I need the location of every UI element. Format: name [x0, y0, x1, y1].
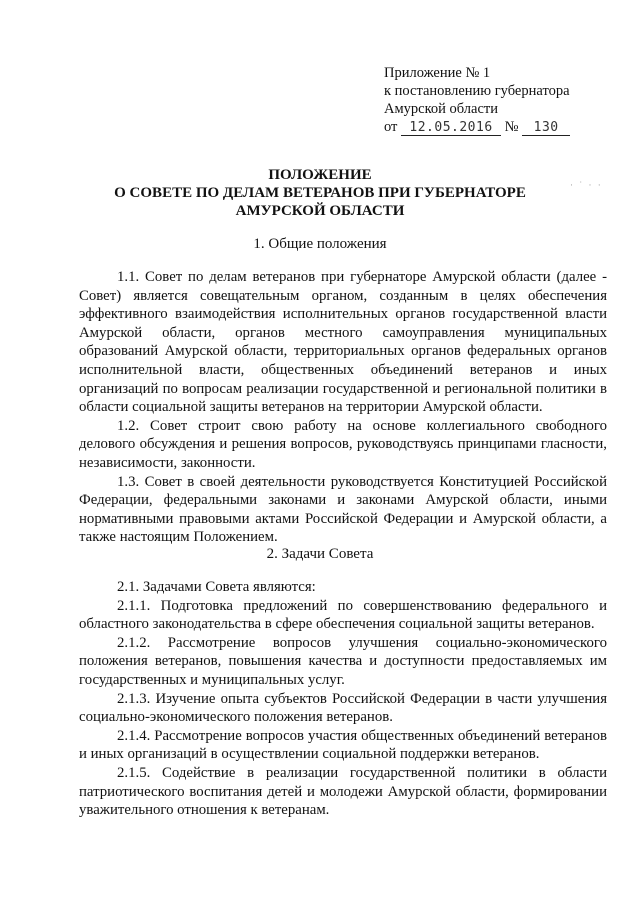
paragraph-1-1: 1.1. Совет по делам ветеранов при губернаторе Амурской области (далее - Совет) является совещательным органом, созданным в целях обеспечения эффективного взаимодействия исполнительных органов государственной власти Амурской области, органов местного самоуправления муниципальных образований Амурской области, территориальных органов федеральных органов исполнительной власти, общественных объединений ветеранов и иных организаций по вопросам реализации государственной и региональной политики в области социальной защиты ветеранов на территории Амурской области.: [79, 269, 607, 416]
appendix-date-line: [384, 118, 570, 136]
scan-noise: · ˙ · ·: [570, 180, 603, 190]
paragraph-1-2: 1.2. Совет строит свою работу на основе коллегиального свободного делового обсуждения и решения вопросов, руководствуясь принципами гласности, независимости, законности.: [79, 417, 607, 471]
section-1-heading: 1. Общие положения: [253, 236, 387, 252]
date-value: 12.05.2016: [409, 120, 493, 135]
paragraph-2-1-5: 2.1.5. Содействие в реализации государственной политики в области патриотического воспитания детей и молодежи Амурской области, формировании уважительного отношения к ветеранам.: [79, 764, 607, 819]
appendix-block: [384, 64, 570, 136]
number-field: [522, 120, 570, 136]
document-title: [0, 166, 640, 220]
paragraph-2-1-2: 2.1.2. Рассмотрение вопросов улучшения социально-экономического положения ветеранов, повышения качества и доступности предоставляемых им государственных и муниципальных услуг.: [79, 634, 607, 688]
appendix-line-2: к постановлению губернатора: [384, 83, 570, 99]
section-2-body: [79, 578, 607, 820]
title-line-2: О СОВЕТЕ ПО ДЕЛАМ ВЕТЕРАНОВ ПРИ ГУБЕРНАТОРЕ: [114, 185, 526, 201]
appendix-line-3: Амурской области: [384, 101, 498, 117]
title-line-3: АМУРСКОЙ ОБЛАСТИ: [235, 203, 405, 219]
paragraph-2-1-3: 2.1.3. Изучение опыта субъектов Российской Федерации в части улучшения социально-экономического положения ветеранов.: [79, 690, 607, 726]
from-label: от: [384, 119, 398, 135]
number-label: №: [504, 119, 519, 135]
section-1-body: [79, 268, 607, 547]
date-field: [401, 120, 501, 136]
number-value: 130: [533, 120, 559, 135]
paragraph-2-1-1: 2.1.1. Подготовка предложений по совершенствованию федерального и областного законодательства в сфере обеспечения социальной защиты ветеранов.: [79, 597, 607, 633]
section-2-heading: 2. Задачи Совета: [266, 546, 374, 562]
paragraph-1-3: 1.3. Совет в своей деятельности руководствуется Конституцией Российской Федерации, федеральными законами и законами Амурской области, иными нормативными правовыми актами Российской Федерации и Амурской области, а также настоящим Положением.: [79, 473, 607, 546]
paragraph-2-1-4: 2.1.4. Рассмотрение вопросов участия общественных объединений ветеранов и иных организаций в осуществлении социальной поддержки ветеранов.: [79, 727, 607, 763]
paragraph-2-1: 2.1. Задачами Совета являются:: [117, 579, 316, 595]
appendix-line-1: Приложение № 1: [384, 65, 491, 81]
title-line-1: ПОЛОЖЕНИЕ: [268, 167, 372, 183]
